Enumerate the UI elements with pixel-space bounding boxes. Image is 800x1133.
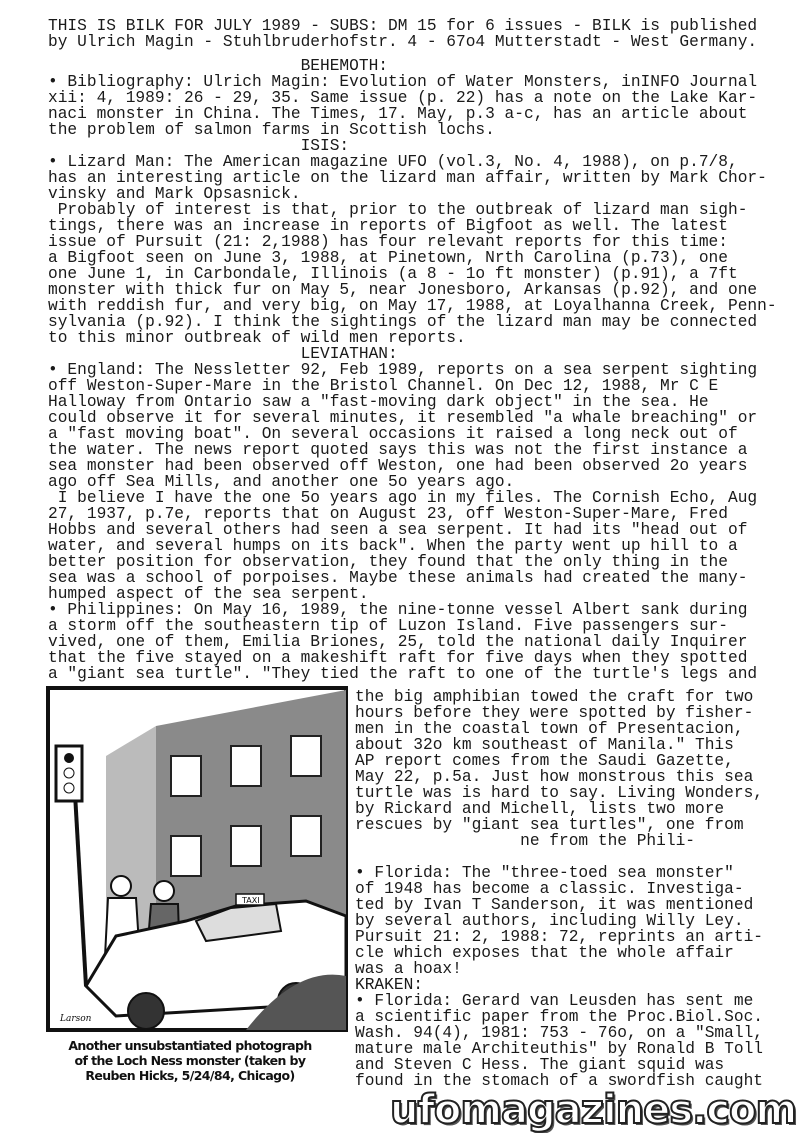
text-line: by several authors, including Willy Ley. <box>355 912 744 930</box>
text-line: Halloway from Ontario saw a "fast-moving dark object" in the sea. He <box>48 393 709 411</box>
text-line: AP report comes from the Saudi Gazette, <box>355 752 734 770</box>
text-line: • Florida: Gerard van Leusden has sent me <box>355 992 754 1010</box>
text-line: tings, there was an increase in reports of Bigfoot as well. The latest <box>48 217 728 235</box>
text-line: vinsky and Mark Opsasnick. <box>48 185 301 203</box>
masthead-line: by Ulrich Magin - Stuhlbruderhofstr. 4 - 67o4 Mutterstadt - West Germany. <box>48 33 758 51</box>
cartoon-drawing <box>46 686 348 1032</box>
text-line: a scientific paper from the Proc.Biol.Soc. <box>355 1008 763 1026</box>
text-line: by Rickard and Michell, lists two more <box>355 800 725 818</box>
text-line: vived, one of them, Emilia Briones, 25, told the national daily Inquirer <box>48 633 748 651</box>
text-line: sylvania (p.92). I think the sightings of the lizard man may be connected <box>48 313 758 331</box>
text-line: xii: 4, 1989: 26 - 29, 35. Same issue (p. 22) has a note on the Lake Kar- <box>48 89 758 107</box>
text-line: better position for observation, they found that the only thing in the <box>48 553 728 571</box>
right-column-text <box>355 689 763 1089</box>
text-line: a Bigfoot seen on June 3, 1988, at Pinetown, Nrth Carolina (p.73), one <box>48 249 728 267</box>
text-line: • Bibliography: Ulrich Magin: Evolution of Water Monsters, inINFO Journal <box>48 73 758 91</box>
text-line: turtle was is hard to say. Living Wonders, <box>355 784 763 802</box>
masthead-line: THIS IS BILK FOR JULY 1989 - SUBS: DM 15 for 6 issues - BILK is published <box>48 17 758 35</box>
text-line: May 22, p.5a. Just how monstrous this sea <box>355 768 754 786</box>
text-line: has an interesting article on the lizard man affair, written by Mark Chor- <box>48 169 767 187</box>
text-line: naci monster in China. The Times, 17. May, p.3 a-c, has an article about <box>48 105 748 123</box>
text-line: hours before they were spotted by fisher- <box>355 704 754 722</box>
text-line: could observe it for several minutes, it resembled "a whale breaching" or <box>48 409 758 427</box>
text-line: ne from the Phili- <box>355 832 695 850</box>
text-line: ago off Sea Mills, and another one 5o years ago. <box>48 473 515 491</box>
text-line: off Weston-Super-Mare in the Bristol Channel. On Dec 12, 1988, Mr C E <box>48 377 719 395</box>
text-line: rescues by "giant sea turtles", one from <box>355 816 744 834</box>
artist-signature: Larson <box>60 1014 92 1024</box>
text-line: 27, 1937, p.7e, reports that on August 23, off Weston-Super-Mare, Fred <box>48 505 728 523</box>
text-line: the big amphibian towed the craft for two <box>355 688 754 706</box>
text-line: with reddish fur, and very big, on May 17, 1988, at Loyalhanna Creek, Penn- <box>48 297 777 315</box>
text-line: of 1948 has become a classic. Investiga- <box>355 880 744 898</box>
text-line: humped aspect of the sea serpent. <box>48 585 369 603</box>
text-line: Wash. 94(4), 1981: 753 - 76o, on a "Small, <box>355 1024 763 1042</box>
caption-line: of the Loch Ness monster (taken by <box>74 1053 306 1068</box>
text-line: a "giant sea turtle". "They tied the raft to one of the turtle's legs and <box>48 665 758 683</box>
article-body <box>48 18 777 682</box>
caption-line: Reuben Hicks, 5/24/84, Chicago) <box>85 1068 295 1083</box>
text-line: the water. The news report quoted says this was not the first instance a <box>48 441 748 459</box>
section-heading: LEVIATHAN: <box>48 345 398 363</box>
text-line: that the five stayed on a makeshift raft for five days when they spotted <box>48 649 748 667</box>
text-line: to this minor outbreak of wild men reports. <box>48 329 466 347</box>
cartoon-illustration <box>46 686 348 1032</box>
text-line: sea monster had been observed off Weston, one had been observed 2o years <box>48 457 748 475</box>
text-line: • Florida: The "three-toed sea monster" <box>355 864 734 882</box>
text-line: water, and several humps on its back". When the party went up hill to a <box>48 537 738 555</box>
text-line: the problem of salmon farms in Scottish lochs. <box>48 121 495 139</box>
text-line: and Steven C Hess. The giant squid was <box>355 1056 725 1074</box>
taxi-sign: TAXI <box>242 896 260 905</box>
text-line: men in the coastal town of Presentacion, <box>355 720 744 738</box>
text-line: KRAKEN: <box>355 976 423 994</box>
text-line: Probably of interest is that, prior to the outbreak of lizard man sigh- <box>48 201 748 219</box>
text-line: mature male Architeuthis" by Ronald B Toll <box>355 1040 763 1058</box>
text-line: Hobbs and several others had seen a sea serpent. It had its "head out of <box>48 521 748 539</box>
cartoon-caption <box>40 1038 340 1083</box>
section-heading: ISIS: <box>48 137 350 155</box>
watermark: ufomagazines.com <box>390 1087 797 1133</box>
text-line: ted by Ivan T Sanderson, it was mentioned <box>355 896 754 914</box>
text-line: • Lizard Man: The American magazine UFO (vol.3, No. 4, 1988), on p.7/8, <box>48 153 738 171</box>
text-line: • England: The Nessletter 92, Feb 1989, reports on a sea serpent sighting <box>48 361 758 379</box>
text-line: • Philippines: On May 16, 1989, the nine-tonne vessel Albert sank during <box>48 601 748 619</box>
text-line: one June 1, in Carbondale, Illinois (a 8 - 1o ft monster) (p.91), a 7ft <box>48 265 738 283</box>
text-line: was a hoax! <box>355 960 462 978</box>
section-heading: BEHEMOTH: <box>48 57 388 75</box>
text-line: cle which exposes that the whole affair <box>355 944 734 962</box>
text-line <box>355 849 763 865</box>
text-line: a "fast moving boat". On several occasions it raised a long neck out of <box>48 425 738 443</box>
text-line: sea was a school of porpoises. Maybe these animals had created the many- <box>48 569 748 587</box>
text-line: monster with thick fur on May 5, near Jonesboro, Arkansas (p.92), and one <box>48 281 758 299</box>
text-line: Pursuit 21: 2, 1988: 72, reprints an arti- <box>355 928 763 946</box>
text-line: about 32o km southeast of Manila." This <box>355 736 734 754</box>
text-line: found in the stomach of a swordfish caught <box>355 1072 763 1090</box>
text-line: I believe I have the one 5o years ago in my files. The Cornish Echo, Aug <box>48 489 758 507</box>
text-line: issue of Pursuit (21: 2,1988) has four relevant reports for this time: <box>48 233 728 251</box>
caption-line: Another unsubstantiated photograph <box>68 1038 312 1053</box>
text-line: a storm off the southeastern tip of Luzon Island. Five passengers sur- <box>48 617 728 635</box>
